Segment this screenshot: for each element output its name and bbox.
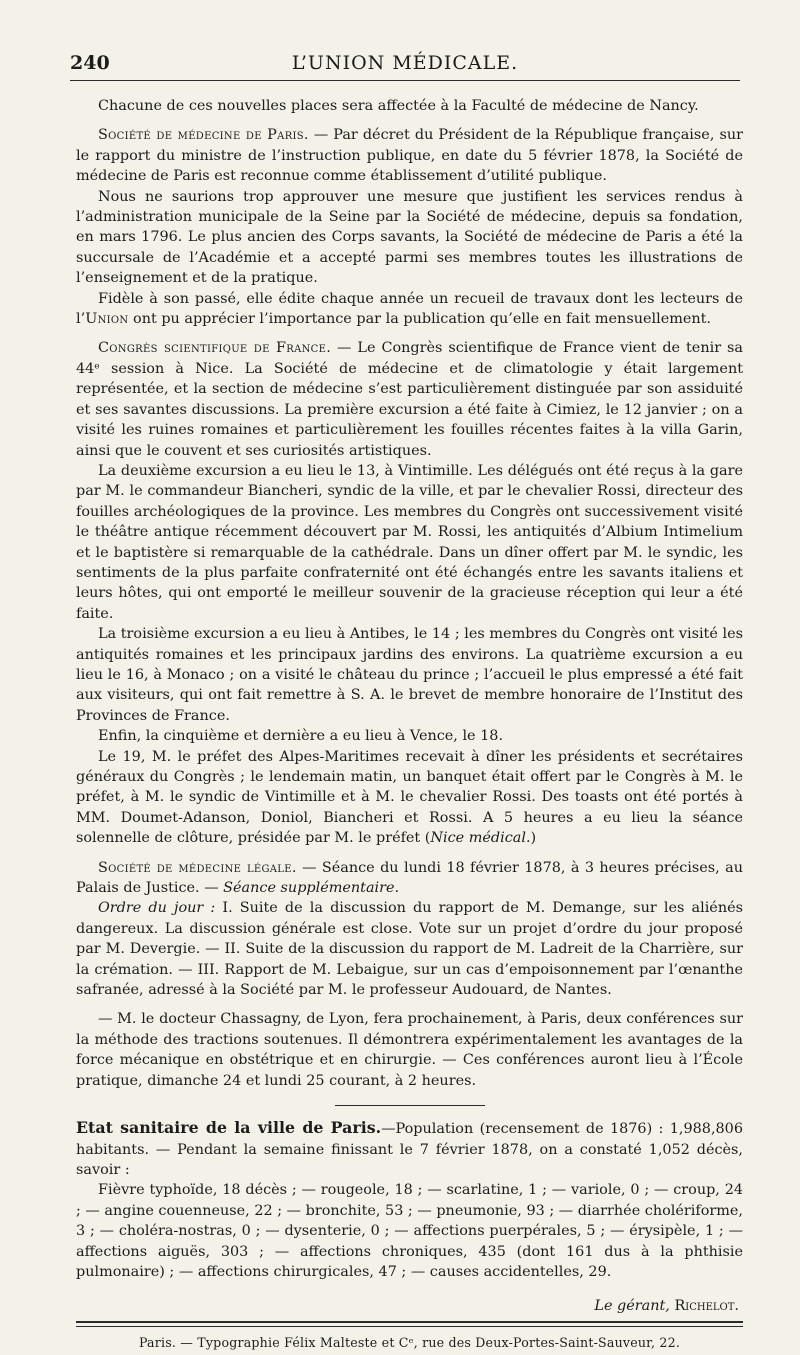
third-excursion-paragraph: La troisième excursion a eu lieu à Antibes, le 14 ; les membres du Congrès ont visité les antiquités romaines et les principaux jardins des environs. La quatrième excursion a eu lieu le 16, à Monaco ; on a visité le château du prince ; l’accueil le plus empressé a été fait aux visiteurs, qui ont fait remettre à S. A. le brevet de membre honoraire de l’Institut des Provinces de France. (76, 626, 743, 724)
source-citation: Nice médical. (430, 830, 531, 847)
ordre-du-jour-label: Ordre du jour : (98, 900, 216, 917)
second-excursion-paragraph: La deuxième excursion a eu lieu le 13, à Vintimille. Les délégués ont été reçus à la gare par M. le commandeur Biancheri, syndic de la ville, et par le chevalier Rossi, directeur des fouilles archéologiques de la province. Les membres du Congrès ont successivement visité le théâtre antique récemment découvert par M. Rossi, les antiquités d’Albium Intimelium et le baptistère si remarquable de la cathédrale. Dans un dîner offert par M. le syndic, les sentiments de la plus parfaite confraternité ont été échangés entre les savants italiens et leurs hôtes, qui ont emporté le meilleur souvenir de la gracieuse réception qui leur a été faite. (76, 462, 743, 622)
approval-paragraph: Nous ne saurions trop approuver une mesure que justifient les services rendus à l’administration municipale de la Seine par la Société de médecine, depuis sa fondation, en mars 1796. Le plus ancien des Corps savants, la Société de médecine de Paris a été la succursale de l’Académie et a accepté parmi ses membres toutes les illustrations de l’enseignement et de la pratique. (76, 188, 743, 287)
medecine-legale-paragraph (76, 858, 743, 899)
section-heading-medecine-legale: Société de médecine légale. (98, 859, 297, 876)
ordre-du-jour-paragraph (76, 898, 743, 1000)
closing-parenthesis: ) (530, 830, 537, 847)
article-body (76, 96, 743, 1353)
etat-sanitaire-title: Etat sanitaire de la ville de Paris. (76, 1118, 382, 1138)
societe-medecine-paris-paragraph (76, 125, 743, 186)
seance-text: — Séance du lundi 18 février 1878, à 3 heures précises, au Palais de Justice. — (76, 859, 744, 897)
signature-name: Richelot. (674, 1298, 739, 1315)
section-divider (335, 1105, 485, 1106)
section-heading-congres: Congrès scientifique de France. (98, 340, 332, 357)
fifth-excursion-paragraph: Enfin, la cinquième et dernière a eu lieu à Vence, le 18. (98, 728, 504, 745)
conferences-paragraph: — M. le docteur Chassagny, de Lyon, fera prochainement, à Paris, deux conférences sur la méthode des tractions soutenues. Il démontrera expérimentalement les avantages de la force mécanique en obstétrique et en chirurgie. — Ces conférences auront lieu à l’École pratique, dimanche 24 et lundi 25 courant, à 2 heures. (76, 1011, 743, 1089)
etat-sanitaire-paragraph (76, 1118, 743, 1180)
page-header (70, 50, 740, 81)
footer-rule-thin (76, 1326, 743, 1327)
seance-supplementaire: Séance supplémentaire. (223, 880, 400, 897)
printer-imprint: Paris. — Typographie Félix Malteste et Cᵉ, rue des Deux-Portes-Saint-Sauveur, 22. (138, 1334, 681, 1350)
signature-label: Le gérant, (594, 1298, 670, 1315)
footer-rule-thick (76, 1321, 743, 1323)
footer-rules (76, 1321, 743, 1327)
prefect-dinner-paragraph (76, 747, 743, 849)
section-heading-societe-medecine-paris: Société de médecine de Paris. (98, 127, 309, 144)
publication-text-start: Fidèle à son passé, elle édite chaque année un recueil de travaux dont les lecteurs de l’ (76, 290, 743, 328)
nancy-paragraph: Chacune de ces nouvelles places sera affectée à la Faculté de médecine de Nancy. (98, 98, 699, 114)
page-number: 240 (70, 52, 110, 74)
etat-sanitaire-intro: —Population (recensement de 1876) : 1,988,806 habitants. — Pendant la semaine finissant le 7 février 1878, on a constaté 1,052 décès, savoir : (76, 1121, 743, 1178)
publication-text-end: ont pu apprécier l’importance par la publication qu’elle en fait mensuellement. (128, 311, 712, 328)
mortality-list: Fièvre typhoïde, 18 décès ; — rougeole, 18 ; — scarlatine, 1 ; — variole, 0 ; — croup, 24 ; — angine couenneuse, 22 ; — bronchite, 53 ; — pneumonie, 93 ; — diarrhée cholériforme, 3 ; — choléra-nostras, 0 ; — dysenterie, 0 ; — affections puerpérales, 5 ; — érysipèle, 1 ; — affections aiguës, 303 ; — affections chroniques, 435 (dont 161 dus à la phthisie pulmonaire) ; — affections chirurgicales, 47 ; — causes accidentelles, 29. (76, 1182, 743, 1280)
publication-paragraph (76, 289, 743, 330)
signature (76, 1296, 743, 1316)
union-journal-name: Union (85, 311, 129, 328)
decree-text: — Par décret du Président de la République française, sur le rapport du ministre de l’instruction publique, en date du 5 février 1878, la Société de médecine de Paris est reconnue comme établissement d’utilité publique. (76, 127, 743, 185)
ordre-du-jour-text: I. Suite de la discussion du rapport de M. Demange, sur les aliénés dangereux. La discussion générale est close. Vote sur un projet d’ordre du jour proposé par M. Devergie. — II. Suite de la discussion du rapport de M. Ladreit de la Charrière, sur la crémation. — III. Rapport de M. Lebaigue, sur un cas d’empoisonnement par l’œnanthe safranée, adressé à la Société par M. le professeur Audouard, de Nantes. (76, 900, 743, 999)
congres-text: — Le Congrès scientifique de France vient de tenir sa 44ᵉ session à Nice. La Société de médecine et de climatologie y était largement représentée, et la section de médecine s’est particulièrement distinguée par son assiduité et ses savantes discussions. La première excursion a été faite à Cimiez, le 12 janvier ; on a visité les ruines romaines et particulièrement les fouilles récentes faites à la villa Garin, ainsi que le couvent et ses curiosités artistiques. (76, 340, 744, 459)
congres-paragraph (76, 338, 743, 460)
prefect-dinner-text: Le 19, M. le préfet des Alpes-Maritimes recevait à dîner les présidents et secrétaires généraux du Congrès ; le lendemain matin, un banquet était offert par le Congrès à M. le préfet, à M. le syndic de Vintimille et à M. le chevalier Rossi. Des toasts ont été portés à MM. Doumet-Adanson, Doniol, Biancheri et Rossi. A 5 heures a eu lieu la séance solennelle de clôture, présidée par M. le préfet ( (76, 748, 743, 847)
running-title: L’UNION MÉDICALE. (291, 52, 519, 74)
